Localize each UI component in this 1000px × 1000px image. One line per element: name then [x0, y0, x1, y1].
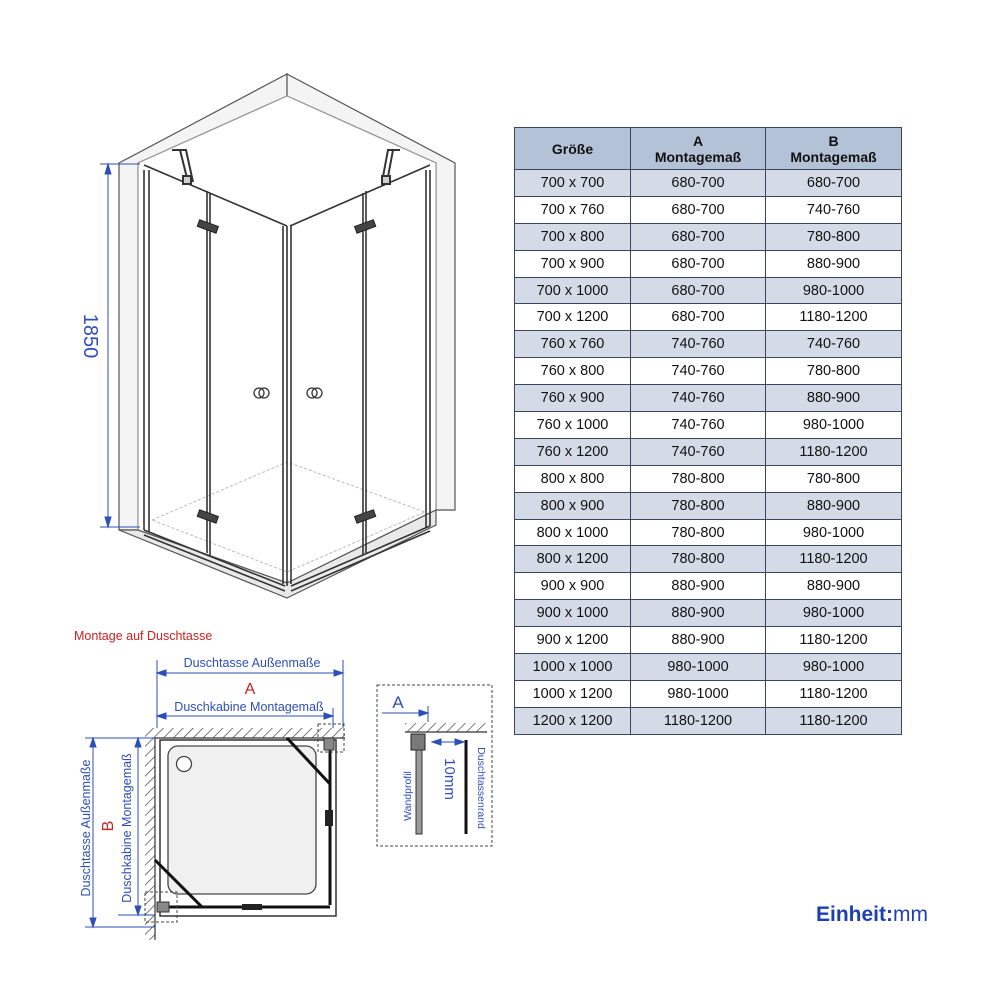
table-cell-b: 780-800 — [766, 223, 902, 250]
table-cell-size: 700 x 1000 — [515, 277, 631, 304]
cabin-mount-vertical-label: Duschkabine Montagemaß — [120, 753, 134, 903]
table-header-row — [515, 128, 902, 170]
table-cell-a: 780-800 — [631, 465, 766, 492]
size-column-header: Größe — [515, 128, 631, 170]
table-row — [515, 546, 902, 573]
table-cell-size: 700 x 700 — [515, 170, 631, 197]
table-cell-size: 760 x 760 — [515, 331, 631, 358]
table-cell-size: 1000 x 1000 — [515, 654, 631, 681]
table-cell-b: 980-1000 — [766, 412, 902, 439]
table-cell-b: 980-1000 — [766, 600, 902, 627]
table-row — [515, 707, 902, 734]
table-row — [515, 277, 902, 304]
size-table-body — [515, 170, 902, 735]
table-cell-a: 740-760 — [631, 331, 766, 358]
table-cell-b: 980-1000 — [766, 654, 902, 681]
table-row — [515, 627, 902, 654]
table-row — [515, 600, 902, 627]
table-cell-a: 780-800 — [631, 546, 766, 573]
table-row — [515, 196, 902, 223]
table-cell-b: 1180-1200 — [766, 438, 902, 465]
table-cell-b: 1180-1200 — [766, 546, 902, 573]
tray-edge-label: Duschtassenrand — [475, 747, 487, 829]
table-row — [515, 573, 902, 600]
tray-outer-vertical-label: Duschtasse Außenmaße — [79, 759, 93, 897]
top-view-plan — [79, 656, 345, 940]
table-cell-size: 800 x 1000 — [515, 519, 631, 546]
table-row — [515, 358, 902, 385]
table-cell-b: 980-1000 — [766, 519, 902, 546]
table-cell-a: 680-700 — [631, 170, 766, 197]
table-row — [515, 170, 902, 197]
left-wall-hatch — [145, 728, 155, 940]
table-cell-b: 780-800 — [766, 465, 902, 492]
table-cell-b: 740-760 — [766, 196, 902, 223]
table-cell-size: 700 x 900 — [515, 250, 631, 277]
table-cell-size: 700 x 1200 — [515, 304, 631, 331]
table-row — [515, 250, 902, 277]
table-cell-size: 800 x 1200 — [515, 546, 631, 573]
table-cell-a: 880-900 — [631, 627, 766, 654]
table-cell-size: 760 x 800 — [515, 358, 631, 385]
table-row — [515, 385, 902, 412]
horizontal-dimensions — [157, 660, 343, 738]
table-cell-size: 800 x 800 — [515, 465, 631, 492]
table-row — [515, 492, 902, 519]
table-cell-size: 900 x 1200 — [515, 627, 631, 654]
a-column-letter: A — [692, 132, 704, 149]
height-dimension-label: 1850 — [79, 313, 101, 359]
table-cell-size: 800 x 900 — [515, 492, 631, 519]
table-row — [515, 304, 902, 331]
top-wall-hatch — [145, 728, 345, 738]
table-cell-a: 1180-1200 — [631, 707, 766, 734]
detail-wall-hatch — [405, 723, 487, 732]
wall-profile-label: Wandprofil — [402, 771, 414, 821]
size-table — [514, 127, 902, 735]
dimension-b-letter: B — [100, 820, 117, 832]
enclosure-3d-view — [79, 74, 455, 598]
table-row — [515, 654, 902, 681]
table-cell-a: 740-760 — [631, 412, 766, 439]
table-cell-a: 980-1000 — [631, 654, 766, 681]
table-cell-b: 1180-1200 — [766, 304, 902, 331]
table-row — [515, 223, 902, 250]
table-cell-b: 880-900 — [766, 573, 902, 600]
table-row — [515, 331, 902, 358]
wall-profile-detail — [377, 685, 492, 846]
table-cell-size: 700 x 800 — [515, 223, 631, 250]
table-row — [515, 680, 902, 707]
mounting-note: Montage auf Duschtasse — [74, 629, 213, 643]
table-cell-b: 1180-1200 — [766, 627, 902, 654]
table-row — [515, 519, 902, 546]
table-cell-a: 880-900 — [631, 573, 766, 600]
table-cell-a: 980-1000 — [631, 680, 766, 707]
b-column-header — [766, 128, 902, 170]
dimension-a-letter: A — [244, 681, 256, 698]
table-cell-size: 1000 x 1200 — [515, 680, 631, 707]
table-cell-a: 740-760 — [631, 438, 766, 465]
table-cell-a: 680-700 — [631, 196, 766, 223]
table-cell-size: 1200 x 1200 — [515, 707, 631, 734]
table-cell-a: 740-760 — [631, 358, 766, 385]
table-cell-b: 880-900 — [766, 492, 902, 519]
unit-label-value: mm — [893, 903, 928, 926]
table-cell-size: 900 x 1000 — [515, 600, 631, 627]
a-column-label: Montagemaß — [654, 148, 742, 165]
table-row — [515, 438, 902, 465]
table-cell-a: 680-700 — [631, 223, 766, 250]
table-cell-a: 780-800 — [631, 519, 766, 546]
table-cell-a: 740-760 — [631, 385, 766, 412]
table-cell-b: 980-1000 — [766, 277, 902, 304]
b-column-letter: B — [828, 132, 839, 149]
cabin-mount-dimension-label: Duschkabine Montagemaß — [174, 700, 324, 714]
b-column-label: Montagemaß — [790, 148, 877, 165]
table-cell-a: 780-800 — [631, 492, 766, 519]
table-cell-a: 680-700 — [631, 250, 766, 277]
offset-label: 10mm — [441, 758, 458, 800]
table-row — [515, 412, 902, 439]
table-cell-size: 900 x 900 — [515, 573, 631, 600]
drain — [177, 757, 192, 772]
table-cell-b: 680-700 — [766, 170, 902, 197]
table-cell-a: 680-700 — [631, 277, 766, 304]
table-cell-b: 880-900 — [766, 385, 902, 412]
unit-label — [816, 903, 928, 927]
unit-label-key: Einheit: — [816, 903, 893, 926]
tray-outer-dimension-label: Duschtasse Außenmaße — [183, 656, 321, 670]
table-cell-b: 780-800 — [766, 358, 902, 385]
table-cell-b: 880-900 — [766, 250, 902, 277]
table-cell-b: 1180-1200 — [766, 707, 902, 734]
table-cell-b: 1180-1200 — [766, 680, 902, 707]
table-cell-size: 760 x 1200 — [515, 438, 631, 465]
table-cell-size: 760 x 1000 — [515, 412, 631, 439]
table-cell-size: 700 x 760 — [515, 196, 631, 223]
table-cell-size: 760 x 900 — [515, 385, 631, 412]
table-cell-a: 880-900 — [631, 600, 766, 627]
table-cell-a: 680-700 — [631, 304, 766, 331]
table-row — [515, 465, 902, 492]
table-cell-b: 740-760 — [766, 331, 902, 358]
detail-a-letter: A — [392, 693, 404, 712]
a-column-header — [631, 128, 766, 170]
